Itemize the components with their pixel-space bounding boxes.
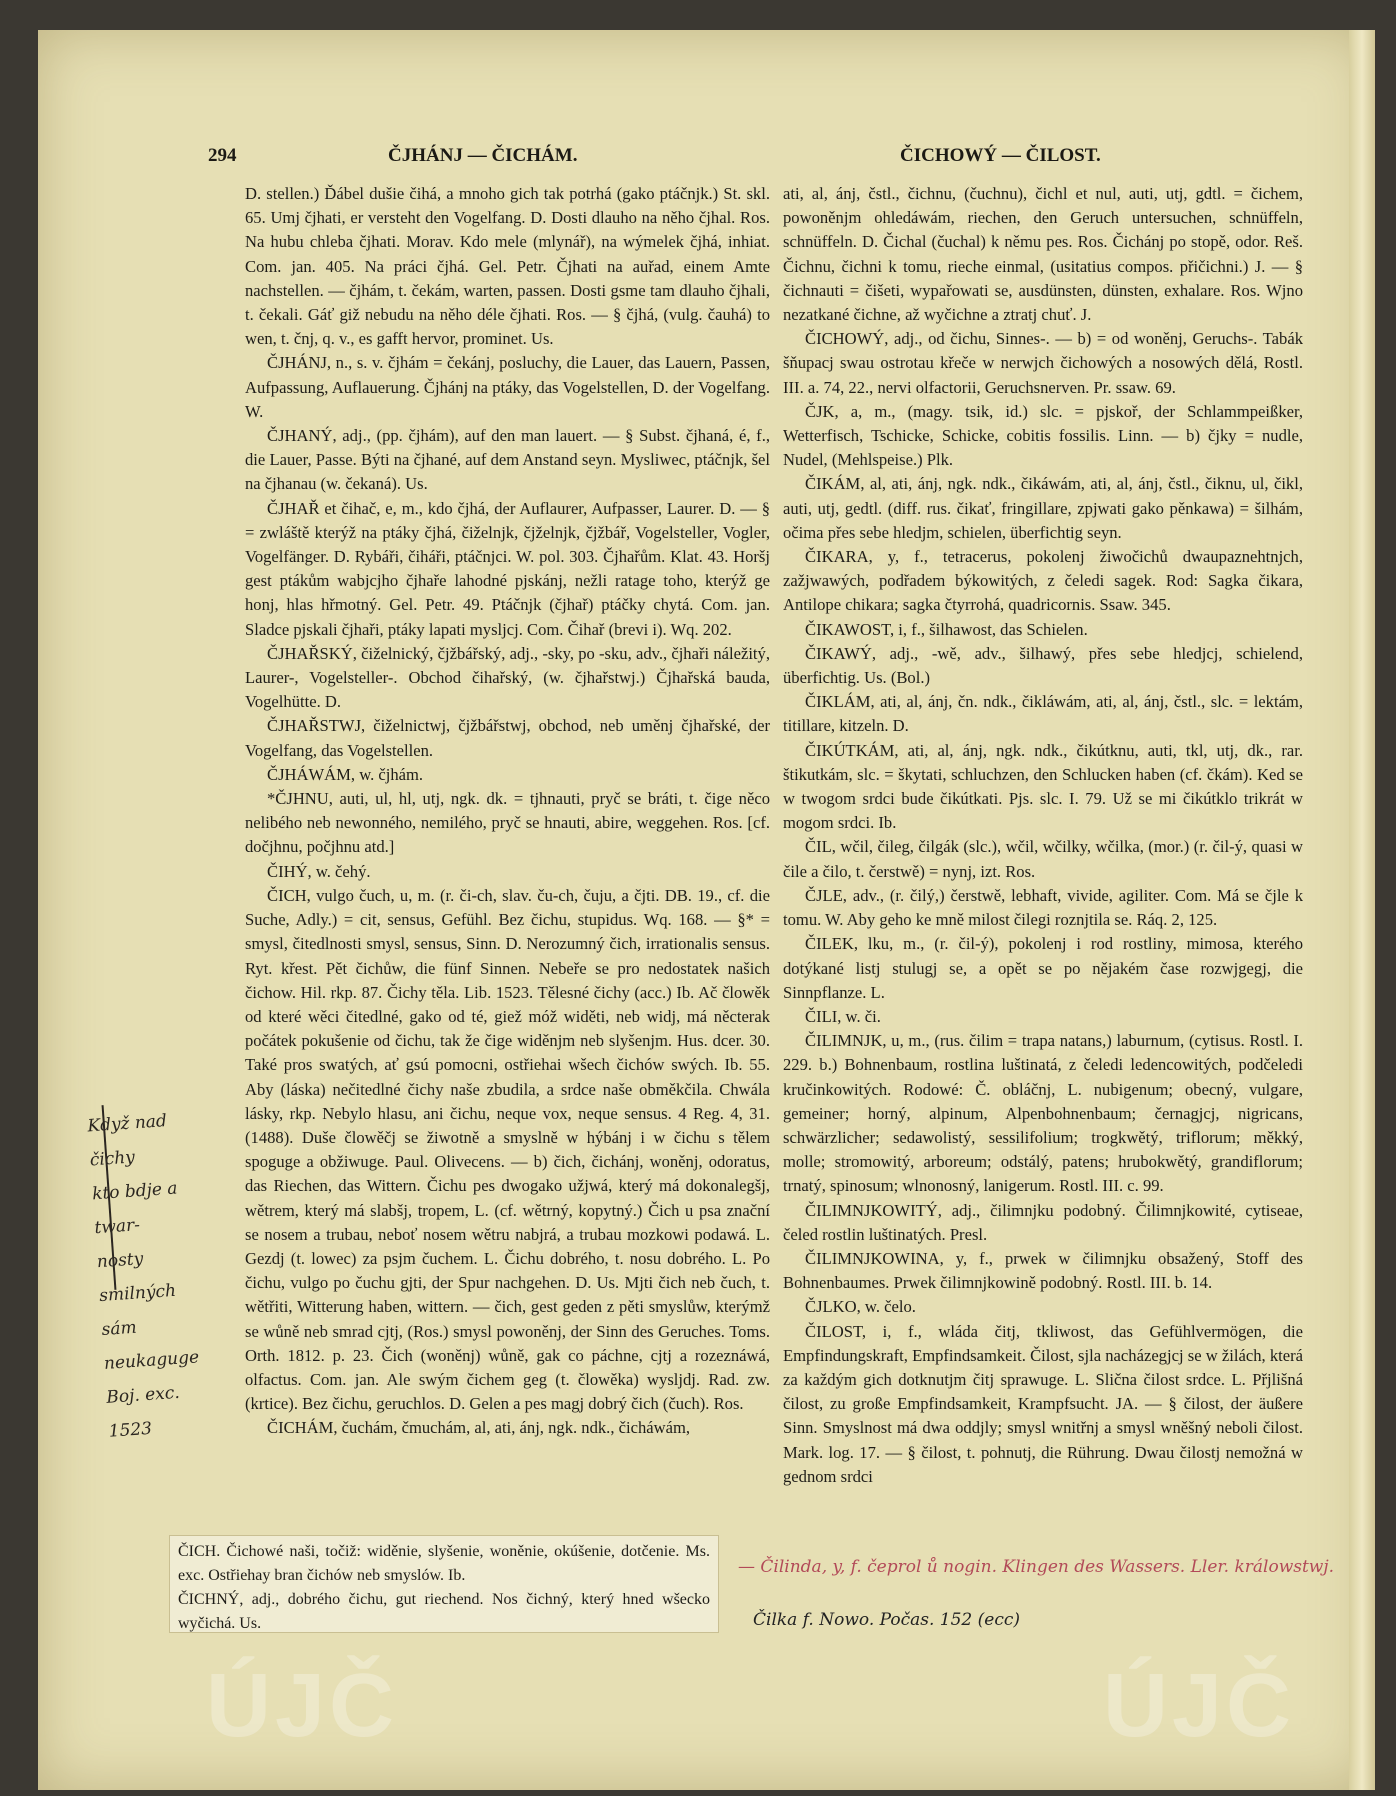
right-running-title: ČICHOWÝ — ČILOST.	[900, 145, 1101, 166]
page-spine	[1349, 30, 1375, 1790]
right-column	[783, 182, 1303, 1582]
page-header	[38, 145, 1373, 175]
left-running-title: ČJHÁNJ — ČICHÁM.	[388, 145, 578, 166]
entry-cikawost: ČIKAWOST, i, f., šilhawost, das Schielen.	[805, 619, 1088, 639]
entry-cjhany: ČJHANÝ, adj., (pp. čjhám), auf den man lauert. — § Subst. čjhaná, é, f., die Lauer, Passe. Býti na čjhané, auf dem Anstand seyn. Mysliwec, ptáčnjk, šel na čjhanau (w. čekaná). Us.	[245, 426, 770, 494]
entry-cjhar: ČJHAŘ et čihač, e, m., kdo čjhá, der Auflaurer, Aufpasser, Laurer. D. — § = zwláště kterýž na ptáky čjhá, čiželnjk, čjželnjk, čjžbář, Vogelsteller, Vogler, Vogelfänger. D. Rybáři, čiháři, ptáčnjci. W. pol. 303. Čjhařům. Klat. 43. Horšj gest ptákům wabjcjho čjhaře lahodné pjskánj, nežli ratage toho, kterýž ge honj, hlas hřmotný. Gel. Petr. 49. Ptáčnjk (čjhař) ptáčky chytá. Com. jan. Sladce pjskali čjhaři, ptáky lapati mysljcj. Com. Čihař (brevi i). Wq. 202.	[245, 498, 770, 639]
entry-continuation-right: ati, al, ánj, čstl., čichnu, (čuchnu), čichl et nul, auti, utj, gdtl. = čichem, powoněnjm ohledáwám, riechen, den Geruch untersuchen, schnüffeln, schnüffeln. D. Čichal (čuchal) k němu pes. Ros. Čichánj po stopě, odor. Reš. Čichnu, čichni k tomu, rieche einmal, (usitatius compos. přičichni.) J. — § čichnauti = čišeti, wypařowati se, ausdünsten, dünsten, exhalare. Ros. Wjno nezatkané čichne, až wyčichne a ztratj chuť. J.	[783, 184, 1303, 325]
entry-cjhawam: ČJHÁWÁM, w. čjhám.	[267, 764, 424, 784]
entry-cilimnjkowina: ČILIMNJKOWINA, y, f., prwek w čilimnjku obsažený, Stoff des Bohnenbaumes. Prwek čilimnjkowině podobný. Rostl. III. b. 14.	[783, 1248, 1303, 1293]
entry-ciham: ČICHÁM, čuchám, čmuchám, al, ati, ánj, ngk. ndk., čicháwám,	[267, 1418, 691, 1438]
entry-cilimnjk: ČILIMNJK, u, m., (rus. čilim = trapa natans,) laburnum, (cytisus. Rostl. I. 229. b.) Bohnenbaum, rostlina luštinatá, z čeledi ledencowitých, podčeledi kručinkowitých. Rodowé: Č. obláčnj, L. nubigenum; obecný, vulgare, gemeiner; horný, alpinum, Alpenbohnenbaum; černagjcj, nigricans, schwärzlicher; sedawolistý, sessilifolium; trogkwětý, triflorum; měkký, molle; stromowitý, arboreum; odstálý, patens; hrubokwětý, grandiflorum; trnatý, spinosum; wlnonosný, lanigerum. Rostl. III. c. 99.	[783, 1031, 1303, 1196]
entry-cilek: ČILEK, lku, m., (r. čil-ý), pokolenj i rod rostliny, mimosa, kterého dotýkané listj stulugj se, a opět se po nějakém čase rozwjgegj, die Sinnpflanze. L.	[783, 934, 1303, 1002]
entry-cjk: ČJK, a, m., (magy. tsik, id.) slc. = pjskoř, der Schlammpeißker, Wetterfisch, Tschicke, Schicke, cobitis fossilis. Linn. — b) čjky = nudle, Nudel, (Mehlspeise.) Plk.	[783, 401, 1303, 470]
page-number: 294	[208, 145, 237, 166]
pasted-paper-slip	[169, 1535, 719, 1633]
entry-cihy: ČIHÝ, w. čehý.	[267, 861, 371, 881]
entry-cili: ČILI, w. či.	[805, 1006, 881, 1026]
entry-ciklam: ČIKLÁM, ati, al, ánj, čn. ndk., čikláwám, ati, al, ánj, čstl., slc. = lektám, titillare, kitzeln. D.	[783, 692, 1303, 736]
entry-cjharstwj: ČJHAŘSTWJ, čiželnictwj, čjžbářstwj, obchod, neb uměnj čjhařské, der Vogelfang, das Vogelstellen.	[245, 716, 770, 760]
entry-cjharsky: ČJHAŘSKÝ, čiželnický, čjžbářský, adj., -sky, po -sku, adv., čjhaři náležitý, Laurer-, Vogelsteller-. Obchod čihařský, (w. čjhařstwj.) Čjhařská bauda, Vogelhütte. D.	[245, 643, 770, 712]
left-column	[245, 182, 770, 1532]
entry-cilimnjkowity: ČILIMNJKOWITÝ, adj., čilimnjku podobný. Čilimnjkowité, cytiseae, čeled rostlin luštinatých. Presl.	[783, 1200, 1303, 1244]
watermark-right: ÚJČ	[1103, 1656, 1296, 1756]
watermark-left: ÚJČ	[206, 1656, 399, 1756]
entry-cjhanj: ČJHÁNJ, n., s. v. čjhám = čekánj, posluchy, die Lauer, das Lauern, Passen, Aufpassung, Auflauerung. Čjhánj na ptáky, das Vogelstellen, D. der Vogelfang. W.	[245, 353, 770, 421]
entry-cjle: ČJLE, adv., (r. čilý,) čerstwě, lebhaft, vivide, agiliter. Com. Má se čjle k tomu. W. Aby geho ke mně milost čilegi roznjtila se. Ráq. 2, 125.	[783, 885, 1303, 930]
handwritten-black-note: Čilka f. Nowo. Počas. 152 (ecc)	[753, 1610, 1021, 1630]
entry-cich: ČICH, vulgo čuch, u, m. (r. či-ch, slav. ču-ch, čuju, a čjti. DB. 19., cf. die Suche, Adly.) = cit, sensus, Gefühl. Bez čichu, stupidus. Wq. 168. — §* = smysl, čitedlnosti smysl, sensus, Sinn. D. Nerozumný čich, irrationalis sensus. Ryt. křest. Pět čichůw, die fünf Sinnen. Nebeře se pro nedostatek našich čichow. Hil. rkp. 87. Čichy těla. Lib. 1523. Tělesné čichy (acc.) Ib. Ač člowěk od které wěci čitedlné, gako od té, giež móž widěti, neb widj, má něcterak počátek pokušenie od čichu, tak že čige widěnjm neb slyšenjm. Hus. dcer. 30. Také pros swatých, ať gsú pomocni, ostřiehai wšech čichów swých. Ib. 55. Aby (láska) nečitedlné čichy naše zbudila, a srdce naše obměkčila. Chwála lásky, rkp. Nebylo hlasu, ani čichu, neque vox, neque sensus. 4 Reg. 4, 31. (1488). Duše člowěčj se žiwotně a smyslně w hýbánj i w čichu s tělem spoguge a obžiwuge. Paul. Olivecens. — b) čich, čichánj, woněnj, odoratus, das Riechen, das Wittern. Čichu pes dwogako užjwá, který má dokonalegšj, wětrem, který má slabšj, tropem, L. (cf. wětrný, kopytný.) Čich u psa znační se nosem a trubau, neboť nosem wětru nabjrá, a trubau mozkowi podawá. L. Gezdj (t. lowec) za psjm čuchem. L. Čichu dobrého, t. nosu dobrého. L. Po čichu, vulgo po čuchu gjti, der Spur nachgehen. D. Us. Mjti čich neb čuch, t. wětřiti, Witterung haben, wittern. — čich, gest geden z pěti smyslůw, kterýmž se wůně neb smrad cjtj, (Ros.) smysl powoněnj, der Sinn des Geruches. Toms. Orth. 1812. p. 23. Čich (woněnj) wůně, gak co páchne, cjtj a rozeznáwá, olfactus. Com. jan. Ale swým čichem geg (t. člowěka) wysljdj. Rad. zw. (krtice). Bez čichu, geruchlos. D. Gelen a pes magj dobrý čich (čuch). Ros.	[245, 885, 770, 1414]
entry-cichowy: ČICHOWÝ, adj., od čichu, Sinnes-. — b) = od woněnj, Geruchs-. Tabák šňupacj swau ostrotau křeče w nerwjch čichowých a nosowých dělá, Rostl. III. a. 74, 22., nervi olfactorii, Geruchsnerven. Pr. ssaw. 69.	[783, 329, 1303, 397]
entry-cjhnu: *ČJHNU, auti, ul, hl, utj, ngk. dk. = tjhnauti, pryč se bráti, t. čige něco nelibého neb newonného, nemilého, pryč se hnauti, abire, weggehen. Ros. [cf. dočjhnu, počjhnu atd.]	[245, 789, 770, 857]
slip-entry-cich: ČICH. Čichowé naši, točiž: widěnie, slyšenie, woněnie, okúšenie, dotčenie. Ms. exc. Ostřiehay bran čichów neb smyslów. Ib.	[178, 1543, 710, 1584]
entry-continuation: D. stellen.) Ďábel dušie čihá, a mnoho gich tak potrhá (gako ptáčnjk.) St. skl. 65. Umj čjhati, er versteht den Vogelfang. D. Dosti dlauho na něho čjhal. Ros. Na hubu chleba čjhati. Morav. Kdo mele (mlynář), na wýmelek čjhá, inhiat. Com. jan. 405. Na práci čjhá. Gel. Petr. Čjhati na auřad, einem Amte nachstellen. — čjhám, t. čekám, warten, passen. Dosti gsme tam dlauho čjhali, t. čekali. Gáť giž nebudu na něho déle čjhati. Ros. — § čjhá, (vulg. čauhá) to wen, t. čnj, q. v., es gafft hervor, prominet. Us.	[245, 184, 770, 349]
entry-cikawy: ČIKAWÝ, adj., -wě, adv., šilhawý, přes sebe hledjcj, schielend, überfichtig. Us. (Bol.)	[783, 643, 1303, 688]
entry-cil: ČIL, wčil, čileg, čilgák (slc.), wčil, wčilky, wčilka, (mor.) (r. čil-ý, quasi w čile a čilo, t. čerstwě) = nynj, izt. Ros.	[783, 837, 1303, 881]
entry-cikutkam: ČIKÚTKÁM, ati, al, ánj, ngk. ndk., čikútknu, auti, tkl, utj, dk., rar. štikutkám, slc. = škytati, schluchzen, den Schlucken haben (cf. čkám). Ked se w twogom srdci bude čikútkati. Pjs. slc. I. 79. Už se mi čikútklo trikrát w mogom srdci. Ib.	[783, 740, 1303, 833]
handwritten-margin-note: Když nad čichy kto bdje a twar- nosty smilných sám neukaguge Boj. exc. 1523	[86, 1111, 200, 1442]
handwritten-red-note: — Čilinda, y, f. čeprol ů nogin. Klingen des Wassers. Ller. králowstwj.	[738, 1557, 1335, 1577]
entry-cilost: ČILOST, i, f., wláda čitj, tkliwost, das Gefühlvermögen, die Empfindungskraft, Empfindsamkeit. Čilost, sjla nacházegjcj se w žilách, která za každým gich dotknutjm čitj sprawuge. L. Slična čilost srdce. L. Přjlišná čilost, zu große Empfindsamkeit, Krampfsucht. JA. — § čilost, der äußere Sinn. Smyslnost má dwa oddjly; smysl wnitřnj a smysl wněšný neboli čilost. Mark. log. 17. — § čilost, t. pohnutj, die Rührung. Dwau čilostj nemožná w gednom srdci	[783, 1321, 1303, 1486]
entry-cjlko: ČJLKO, w. čelo.	[805, 1297, 916, 1317]
entry-cikara: ČIKARA, y, f., tetracerus, pokolenj žiwočichů dwaupaznehtnjch, zažjwawých, podřadem býkowitých, z čeledi sagek. Rod: Sagka čikara, Antilope chikara; sagka čtyrrohá, quadricornis. Ssaw. 345.	[783, 547, 1303, 615]
dictionary-page	[38, 30, 1373, 1790]
slip-entry-cichny: ČICHNÝ, adj., dobrého čichu, gut riechend. Nos čichný, který hned wšecko wyčichá. Us.	[178, 1591, 710, 1632]
entry-cikam: ČIKÁM, al, ati, ánj, ngk. ndk., čikáwám, ati, al, ánj, čstl., čiknu, ul, čikl, auti, utj, gedtl. (diff. rus. čikať, fringillare, zpjwati gako pěnkawa) = šilhám, očima přes sebe hledjm, schielen, überfichtig seyn.	[783, 474, 1303, 542]
